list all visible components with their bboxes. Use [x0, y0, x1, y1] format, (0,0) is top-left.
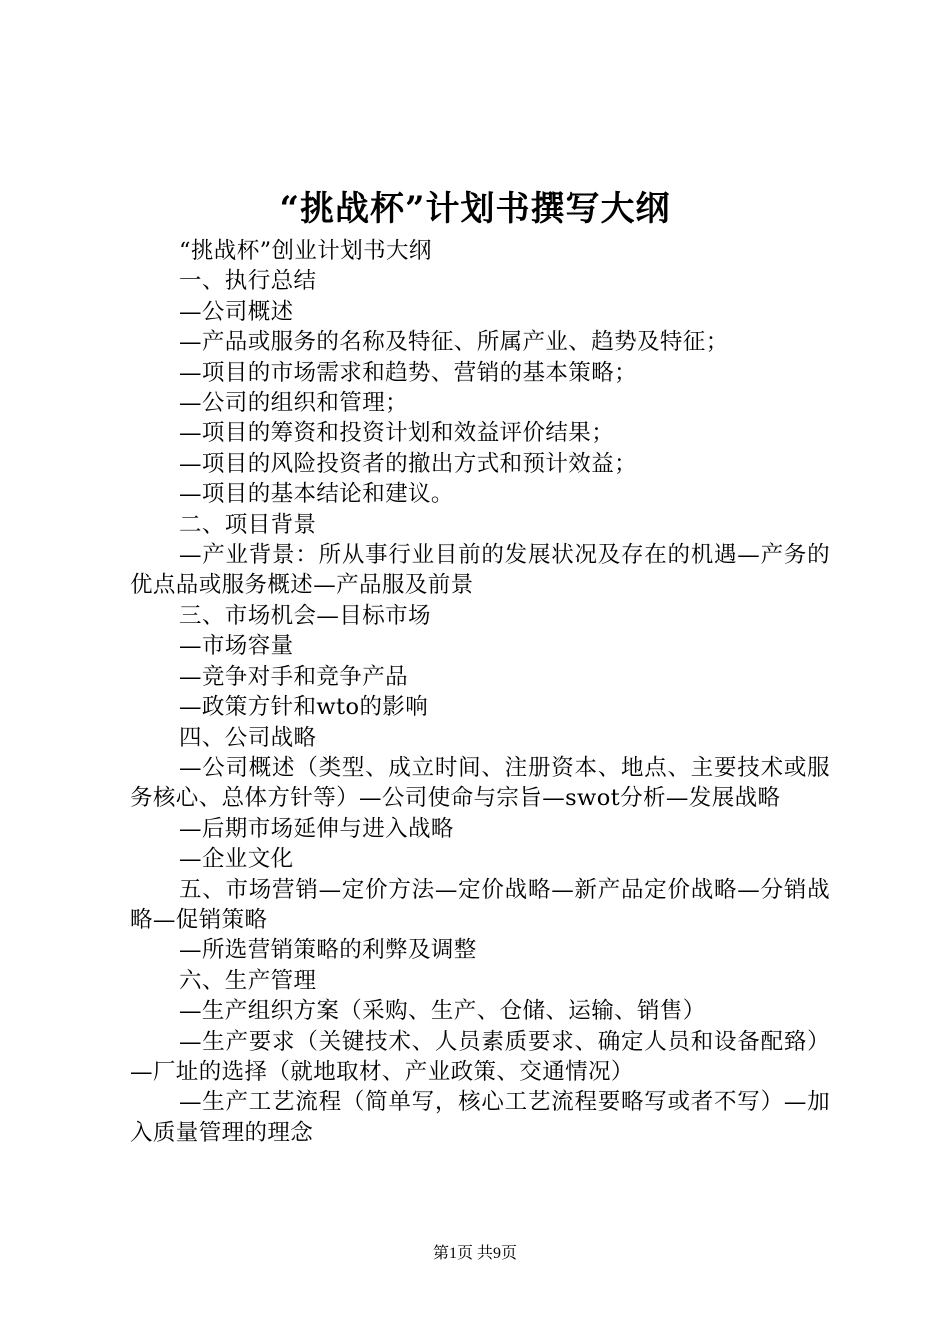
paragraph: —生产组织方案（采购、生产、仓储、运输、销售） [179, 998, 706, 1025]
section-heading: 三、市场机会—目标市场 [179, 602, 431, 629]
paragraph: —后期市场延伸与进入战略 [179, 815, 454, 842]
paragraph: —所选营销策略的利弊及调整 [179, 937, 477, 964]
document-body [130, 236, 830, 1148]
document-title: “挑战杯”计划书撰写大纲 [279, 189, 671, 229]
paragraph: —产业背景：所从事行业目前的发展状况及存在的机遇—产务的优点品或服务概述—产品服及前景 [130, 542, 830, 599]
section-heading: 二、项目背景 [179, 511, 317, 538]
paragraph: —公司概述（类型、成立时间、注册资本、地点、主要技术或服务核心、总体方针等）—公司使命与宗旨—swot分析—发展战略 [130, 754, 830, 812]
paragraph: —项目的基本结论和建议。 [179, 481, 454, 508]
section-heading: 六、生产管理 [179, 967, 317, 994]
paragraph: —公司的组织和管理； [179, 390, 409, 417]
paragraph: —项目的风险投资者的撤出方式和预计效益； [179, 450, 638, 477]
page-number: 第1页 共9页 [432, 1245, 517, 1262]
paragraph: —项目的筹资和投资计划和效益评价结果； [179, 420, 615, 447]
section-heading: 五、市场营销—定价方法—定价战略—新产品定价战略—分销战略—促销策略 [130, 876, 830, 933]
paragraph: —市场容量 [179, 633, 294, 660]
paragraph: —公司概述 [179, 298, 294, 325]
section-heading: 四、公司战略 [179, 724, 317, 751]
paragraph: —产品或服务的名称及特征、所属产业、趋势及特征； [179, 329, 729, 356]
paragraph: —生产工艺流程（简单写，核心工艺流程要略写或者不写）—加入质量管理的理念 [130, 1089, 830, 1146]
paragraph: “挑战杯”创业计划书大纲 [179, 238, 432, 264]
section-heading: 一、执行总结 [179, 268, 317, 295]
paragraph: —生产要求（关键技术、人员素质要求、确定人员和设备配臵）—厂址的选择（就地取材、产业政策、交通情况） [130, 1028, 830, 1085]
paragraph: —企业文化 [179, 846, 294, 873]
paragraph: —竞争对手和竞争产品 [179, 663, 409, 690]
paragraph: —政策方针和wto的影响 [179, 694, 429, 721]
paragraph: —项目的市场需求和趋势、营销的基本策略； [179, 359, 638, 386]
